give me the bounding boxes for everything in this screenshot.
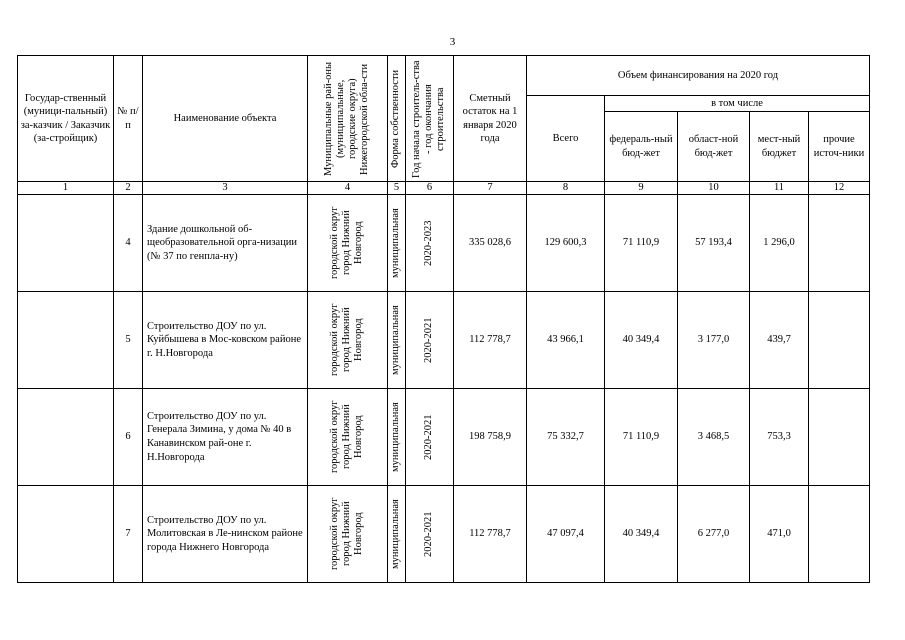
- cell-no: 4: [114, 195, 143, 292]
- cell-no: 7: [114, 486, 143, 583]
- header-local: мест-ный бюджет: [750, 112, 809, 182]
- column-number: 1: [18, 182, 114, 195]
- cell-regional: 3 468,5: [678, 389, 750, 486]
- cell-local: 439,7: [750, 292, 809, 389]
- cell-other: [809, 389, 870, 486]
- cell-district: городской округ город Нижний Новгород: [308, 389, 388, 486]
- cell-years: 2020-2021: [406, 292, 454, 389]
- header-object-name: Наименование объекта: [143, 56, 308, 182]
- cell-customer: [18, 486, 114, 583]
- header-federal: федераль-ный бюд-жет: [605, 112, 678, 182]
- cell-ownership: муниципальная: [388, 389, 406, 486]
- column-number: 3: [143, 182, 308, 195]
- cell-other: [809, 292, 870, 389]
- cell-customer: [18, 292, 114, 389]
- header-customer: Государ-ственный (муници-пальный) за-казчик / Заказчик (за-стройщик): [18, 56, 114, 182]
- column-number: 11: [750, 182, 809, 195]
- cell-regional: 3 177,0: [678, 292, 750, 389]
- header-districts: Муниципальные рай-оны (муниципальные, городские округа) Нижегородской обла-сти: [308, 56, 388, 182]
- column-number: 2: [114, 182, 143, 195]
- cell-local: 753,3: [750, 389, 809, 486]
- cell-federal: 71 110,9: [605, 195, 678, 292]
- cell-ownership: муниципальная: [388, 195, 406, 292]
- header-no: № п/п: [114, 56, 143, 182]
- header-years: Год начала строитель-ства - год окончания строительства: [406, 56, 454, 182]
- cell-district: городской округ город Нижний Новгород: [308, 486, 388, 583]
- cell-object-name: Строительство ДОУ по ул. Генерала Зимина, у дома № 40 в Канавинском рай-оне г. Н.Новгорода: [143, 389, 308, 486]
- table-row: [18, 292, 870, 389]
- cell-years: 2020-2021: [406, 486, 454, 583]
- table-row: [18, 195, 870, 292]
- header-ownership: Форма собственности: [388, 56, 406, 182]
- column-number: 10: [678, 182, 750, 195]
- cell-regional: 57 193,4: [678, 195, 750, 292]
- column-number: 7: [454, 182, 527, 195]
- cell-estimated: 112 778,7: [454, 486, 527, 583]
- cell-estimated: 112 778,7: [454, 292, 527, 389]
- cell-federal: 40 349,4: [605, 292, 678, 389]
- cell-ownership: муниципальная: [388, 486, 406, 583]
- cell-customer: [18, 389, 114, 486]
- cell-estimated: 198 758,9: [454, 389, 527, 486]
- cell-object-name: Здание дошкольной об-щеобразовательной орга-низации (№ 37 по генпла-ну): [143, 195, 308, 292]
- header-total: Всего: [527, 96, 605, 182]
- column-number: 4: [308, 182, 388, 195]
- financing-table: [17, 55, 870, 583]
- cell-total: 43 966,1: [527, 292, 605, 389]
- table-row: [18, 389, 870, 486]
- column-number: 6: [406, 182, 454, 195]
- table-row: [18, 486, 870, 583]
- page-number: 3: [449, 36, 456, 48]
- column-number: 9: [605, 182, 678, 195]
- header-regional: област-ной бюд-жет: [678, 112, 750, 182]
- cell-estimated: 335 028,6: [454, 195, 527, 292]
- cell-district: городской округ город Нижний Новгород: [308, 292, 388, 389]
- cell-federal: 40 349,4: [605, 486, 678, 583]
- cell-object-name: Строительство ДОУ по ул. Молитовская в Ле-нинском районе города Нижнего Новгорода: [143, 486, 308, 583]
- header-funding: Объем финансирования на 2020 год: [527, 56, 870, 96]
- cell-customer: [18, 195, 114, 292]
- cell-years: 2020-2021: [406, 389, 454, 486]
- cell-ownership: муниципальная: [388, 292, 406, 389]
- cell-no: 6: [114, 389, 143, 486]
- cell-regional: 6 277,0: [678, 486, 750, 583]
- cell-local: 1 296,0: [750, 195, 809, 292]
- header-other: прочие источ-ники: [809, 112, 870, 182]
- column-number: 5: [388, 182, 406, 195]
- cell-district: городской округ город Нижний Новгород: [308, 195, 388, 292]
- column-number: 12: [809, 182, 870, 195]
- column-number: 8: [527, 182, 605, 195]
- column-number-row: [18, 182, 870, 195]
- header-estimated: Сметный остаток на 1 января 2020 года: [454, 56, 527, 182]
- cell-object-name: Строительство ДОУ по ул. Куйбышева в Мос-ковском районе г. Н.Новгорода: [143, 292, 308, 389]
- cell-total: 47 097,4: [527, 486, 605, 583]
- header-including: в том числе: [605, 96, 870, 112]
- cell-years: 2020-2023: [406, 195, 454, 292]
- cell-total: 75 332,7: [527, 389, 605, 486]
- cell-federal: 71 110,9: [605, 389, 678, 486]
- cell-other: [809, 195, 870, 292]
- cell-total: 129 600,3: [527, 195, 605, 292]
- cell-local: 471,0: [750, 486, 809, 583]
- cell-no: 5: [114, 292, 143, 389]
- cell-other: [809, 486, 870, 583]
